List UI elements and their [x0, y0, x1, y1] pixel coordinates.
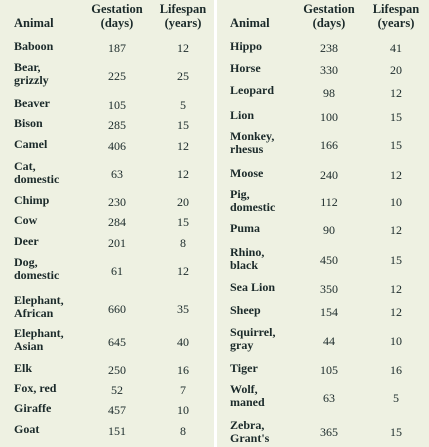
gestation-cell: 201 — [108, 236, 126, 250]
gestation-cell: 238 — [320, 41, 338, 55]
lifespan-cell: 16 — [390, 363, 402, 377]
lifespan-cell: 15 — [390, 425, 402, 439]
lifespan-cell: 12 — [177, 264, 189, 278]
gestation-header: Gestation (days) — [303, 2, 355, 30]
gestation-cell: 250 — [108, 363, 126, 377]
gestation-cell: 44 — [323, 334, 335, 348]
animal-cell: Bear, grizzly — [14, 60, 49, 87]
lifespan-header: Lifespan (years) — [372, 2, 420, 30]
animal-cell: Elephant, African — [14, 293, 64, 320]
lifespan-cell: 12 — [177, 41, 189, 55]
animal-cell: Sea Lion — [230, 280, 276, 294]
gestation-cell: 645 — [108, 335, 126, 349]
table-row — [2, 325, 214, 359]
table-row — [218, 360, 429, 380]
table-row — [2, 254, 214, 288]
table-row — [2, 400, 214, 420]
animal-header: Animal — [14, 16, 54, 30]
table-row — [218, 82, 429, 104]
gestation-header: Gestation (days) — [91, 2, 143, 30]
gestation-cell: 151 — [108, 424, 126, 438]
animal-cell: Wolf, maned — [230, 382, 265, 409]
table-row — [2, 192, 214, 212]
gestation-cell: 406 — [108, 139, 126, 153]
animal-cell: Horse — [230, 61, 261, 75]
column-divider — [214, 0, 217, 447]
table-row — [218, 302, 429, 322]
animal-cell: Fox, red — [14, 381, 57, 395]
lifespan-cell: 5 — [180, 98, 186, 112]
gestation-cell: 230 — [108, 195, 126, 209]
gestation-cell: 52 — [111, 383, 123, 397]
lifespan-cell: 12 — [177, 139, 189, 153]
lifespan-cell: 20 — [177, 195, 189, 209]
lifespan-cell: 5 — [393, 391, 399, 405]
animal-cell: Hippo — [230, 39, 263, 53]
animal-cell: Bison — [14, 116, 43, 130]
table-row — [2, 233, 214, 253]
lifespan-cell: 41 — [390, 41, 402, 55]
gestation-cell: 90 — [323, 223, 335, 237]
lifespan-cell: 12 — [390, 168, 402, 182]
lifespan-cell: 12 — [390, 305, 402, 319]
gestation-cell: 285 — [108, 118, 126, 132]
lifespan-cell: 10 — [390, 195, 402, 209]
gestation-cell: 100 — [320, 110, 338, 124]
lifespan-cell: 15 — [177, 215, 189, 229]
lifespan-cell: 8 — [180, 424, 186, 438]
animal-cell: Sheep — [230, 303, 261, 317]
table-row — [218, 128, 429, 162]
lifespan-cell: 12 — [390, 223, 402, 237]
table-row — [2, 158, 214, 190]
gestation-cell: 225 — [108, 69, 126, 83]
table-row — [218, 107, 429, 127]
gestation-cell: 105 — [108, 98, 126, 112]
lifespan-cell: 15 — [390, 110, 402, 124]
animal-cell: Elephant, Asian — [14, 326, 64, 353]
table-row — [218, 186, 429, 218]
animal-cell: Dog, domestic — [14, 255, 60, 282]
lifespan-cell: 20 — [390, 63, 402, 77]
animal-cell: Monkey, rhesus — [230, 129, 275, 156]
table-row — [2, 380, 214, 400]
animal-cell: Rhino, black — [230, 245, 265, 272]
lifespan-cell: 15 — [177, 118, 189, 132]
table-row — [2, 292, 214, 326]
animal-cell: Baboon — [14, 39, 54, 53]
gestation-cell: 240 — [320, 168, 338, 182]
table-row — [2, 360, 214, 380]
lifespan-cell: 12 — [390, 86, 402, 100]
table-row — [2, 421, 214, 441]
table-row — [218, 60, 429, 80]
animal-header: Animal — [230, 16, 270, 30]
animal-cell: Beaver — [14, 96, 50, 110]
gestation-cell: 284 — [108, 215, 126, 229]
animal-cell: Pig, domestic — [230, 187, 276, 214]
animal-cell: Deer — [14, 234, 39, 248]
animal-cell: Zebra, Grant's — [230, 418, 270, 445]
table-row — [2, 115, 214, 135]
animal-cell: Lion — [230, 108, 255, 122]
gestation-cell: 112 — [320, 195, 338, 209]
lifespan-cell: 15 — [390, 138, 402, 152]
gestation-cell: 330 — [320, 63, 338, 77]
animal-cell: Puma — [230, 221, 260, 235]
table-row — [218, 220, 429, 240]
table-row — [2, 38, 214, 58]
table-row — [218, 417, 429, 447]
lifespan-cell: 35 — [177, 302, 189, 316]
left-half — [2, 0, 214, 438]
animal-cell: Camel — [14, 137, 48, 151]
lifespan-cell: 12 — [390, 282, 402, 296]
animal-cell: Cat, domestic — [14, 159, 60, 186]
table-row — [218, 381, 429, 415]
animal-cell: Cow — [14, 213, 38, 227]
gestation-cell: 154 — [320, 305, 338, 319]
gestation-cell: 450 — [320, 253, 338, 267]
gestation-cell: 63 — [111, 167, 123, 181]
table-row — [2, 136, 214, 156]
animal-cell: Goat — [14, 422, 40, 436]
gestation-cell: 350 — [320, 282, 338, 296]
table-row — [218, 279, 429, 299]
table-row — [2, 59, 214, 93]
animal-cell: Squirrel, gray — [230, 325, 276, 352]
right-half — [218, 0, 429, 445]
lifespan-cell: 16 — [177, 363, 189, 377]
table-row — [218, 38, 429, 58]
animal-cell: Tiger — [230, 361, 258, 375]
right-header — [218, 0, 429, 32]
table-row — [218, 244, 429, 276]
lifespan-cell: 25 — [177, 69, 189, 83]
lifespan-cell: 10 — [390, 334, 402, 348]
lifespan-cell: 12 — [177, 167, 189, 181]
gestation-cell: 105 — [320, 363, 338, 377]
gestation-cell: 166 — [320, 138, 338, 152]
animal-cell: Leopard — [230, 83, 275, 97]
gestation-cell: 61 — [111, 264, 123, 278]
gestation-cell: 457 — [108, 403, 126, 417]
animal-cell: Giraffe — [14, 401, 52, 415]
gestation-cell: 187 — [108, 41, 126, 55]
lifespan-cell: 10 — [177, 403, 189, 417]
left-header — [2, 0, 214, 32]
gestation-cell: 63 — [323, 391, 335, 405]
lifespan-cell: 15 — [390, 253, 402, 267]
lifespan-cell: 40 — [177, 335, 189, 349]
lifespan-cell: 7 — [180, 383, 186, 397]
table-row — [2, 95, 214, 115]
animal-cell: Elk — [14, 361, 33, 375]
table-row — [218, 165, 429, 185]
gestation-cell: 660 — [108, 302, 126, 316]
animal-cell: Chimp — [14, 193, 50, 207]
lifespan-header: Lifespan (years) — [159, 2, 207, 30]
lifespan-cell: 8 — [180, 236, 186, 250]
table-row — [218, 324, 429, 358]
table-row — [2, 212, 214, 232]
gestation-cell: 365 — [320, 425, 338, 439]
gestation-cell: 98 — [323, 86, 335, 100]
animal-cell: Moose — [230, 166, 264, 180]
